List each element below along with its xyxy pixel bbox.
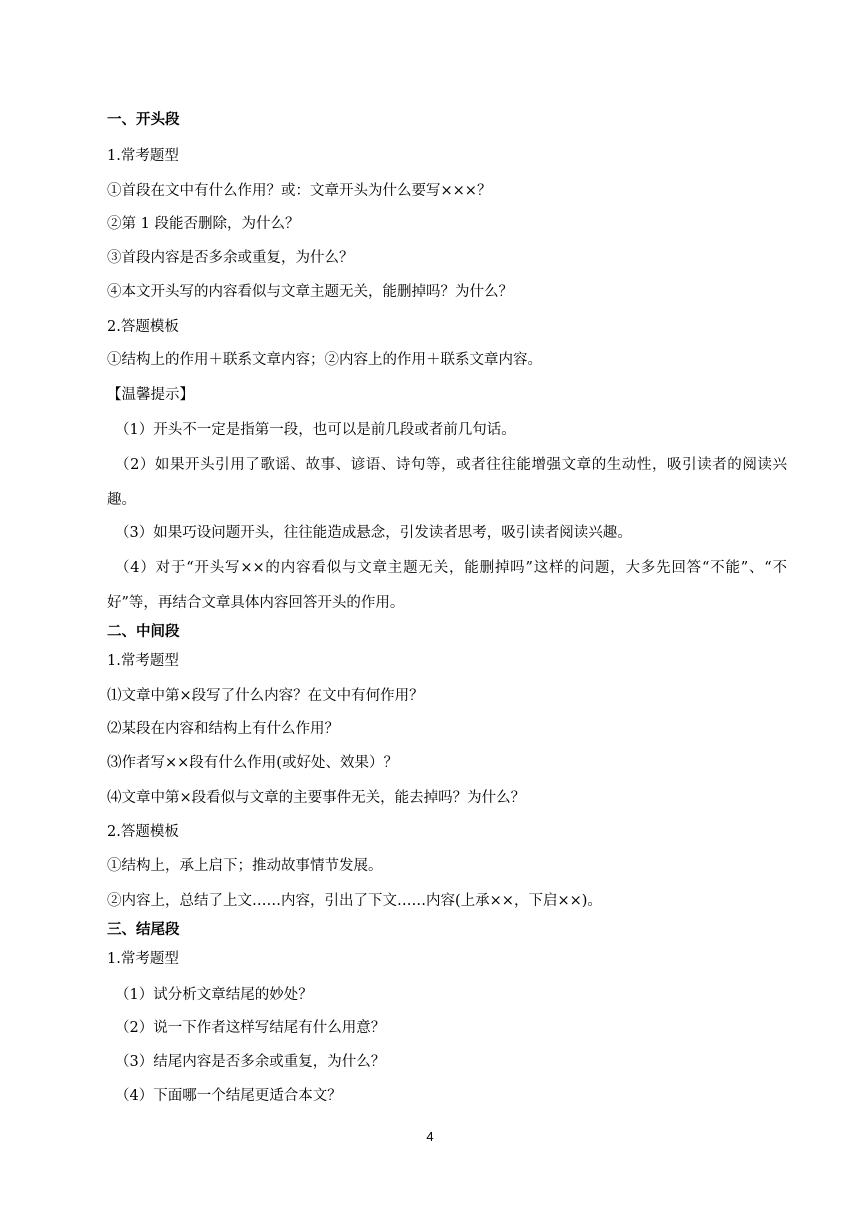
tip-item: （4）对于“开头写××的内容看似与文章主题无关，能删掉吗”这样的问题，大多先回答“不能”、“不好”等，再结合文章具体内容回答开头的作用。 bbox=[107, 560, 787, 611]
subheading-common-questions: 1.常考题型 bbox=[107, 653, 179, 669]
answer-template: ①结构上，承上启下；推动故事情节发展。 bbox=[107, 858, 383, 874]
question-item: ⑴文章中第×段写了什么内容？在文中有何作用？ bbox=[107, 688, 424, 704]
section-heading-opening: 一、开头段 bbox=[107, 112, 180, 128]
page-number: 4 bbox=[426, 1129, 434, 1144]
subheading-common-questions: 1.常考题型 bbox=[107, 148, 179, 164]
question-item: ④本文开头写的内容看似与文章主题无关，能删掉吗？为什么？ bbox=[107, 284, 513, 300]
question-item: （3）结尾内容是否多余或重复，为什么？ bbox=[115, 1054, 386, 1070]
question-item: （1）试分析文章结尾的妙处？ bbox=[115, 987, 313, 1003]
question-item: ②第 1 段能否删除，为什么？ bbox=[107, 216, 300, 232]
answer-template: ②内容上，总结了上文……内容，引出了下文……内容(上承××，下启××)。 bbox=[107, 893, 602, 909]
question-item: ⑵某段在内容和结构上有什么作用？ bbox=[107, 721, 339, 737]
tip-item: （3）如果巧设问题开头，往往能造成悬念，引发读者思考，吸引读者阅读兴趣。 bbox=[115, 525, 632, 541]
answer-template: ①结构上的作用＋联系文章内容；②内容上的作用＋联系文章内容。 bbox=[107, 352, 542, 368]
question-item: ⑶作者写××段有什么作用(或好处、效果）？ bbox=[107, 755, 398, 771]
subheading-answer-template: 2.答题模板 bbox=[107, 824, 179, 840]
question-item: （4）下面哪一个结尾更适合本文？ bbox=[115, 1088, 342, 1104]
question-item: （2）说一下作者这样写结尾有什么用意？ bbox=[115, 1020, 386, 1036]
tips-title: 【温馨提示】 bbox=[107, 387, 194, 403]
tip-item: （1）开头不一定是指第一段，也可以是前几段或者前几句话。 bbox=[115, 422, 516, 438]
question-item: ⑷文章中第×段看似与文章的主要事件无关，能去掉吗？为什么？ bbox=[107, 790, 526, 806]
question-item: ①首段在文中有什么作用？或：文章开头为什么要写×××？ bbox=[107, 183, 492, 199]
section-heading-ending: 三、结尾段 bbox=[107, 922, 180, 938]
subheading-common-questions: 1.常考题型 bbox=[107, 951, 179, 967]
subheading-answer-template: 2.答题模板 bbox=[107, 319, 179, 335]
tip-item: （2）如果开头引用了歌谣、故事、谚语、诗句等，或者往往能增强文章的生动性，吸引读者的阅读兴趣。 bbox=[107, 457, 787, 508]
section-heading-middle: 二、中间段 bbox=[107, 624, 180, 640]
question-item: ③首段内容是否多余或重复，为什么？ bbox=[107, 250, 354, 266]
